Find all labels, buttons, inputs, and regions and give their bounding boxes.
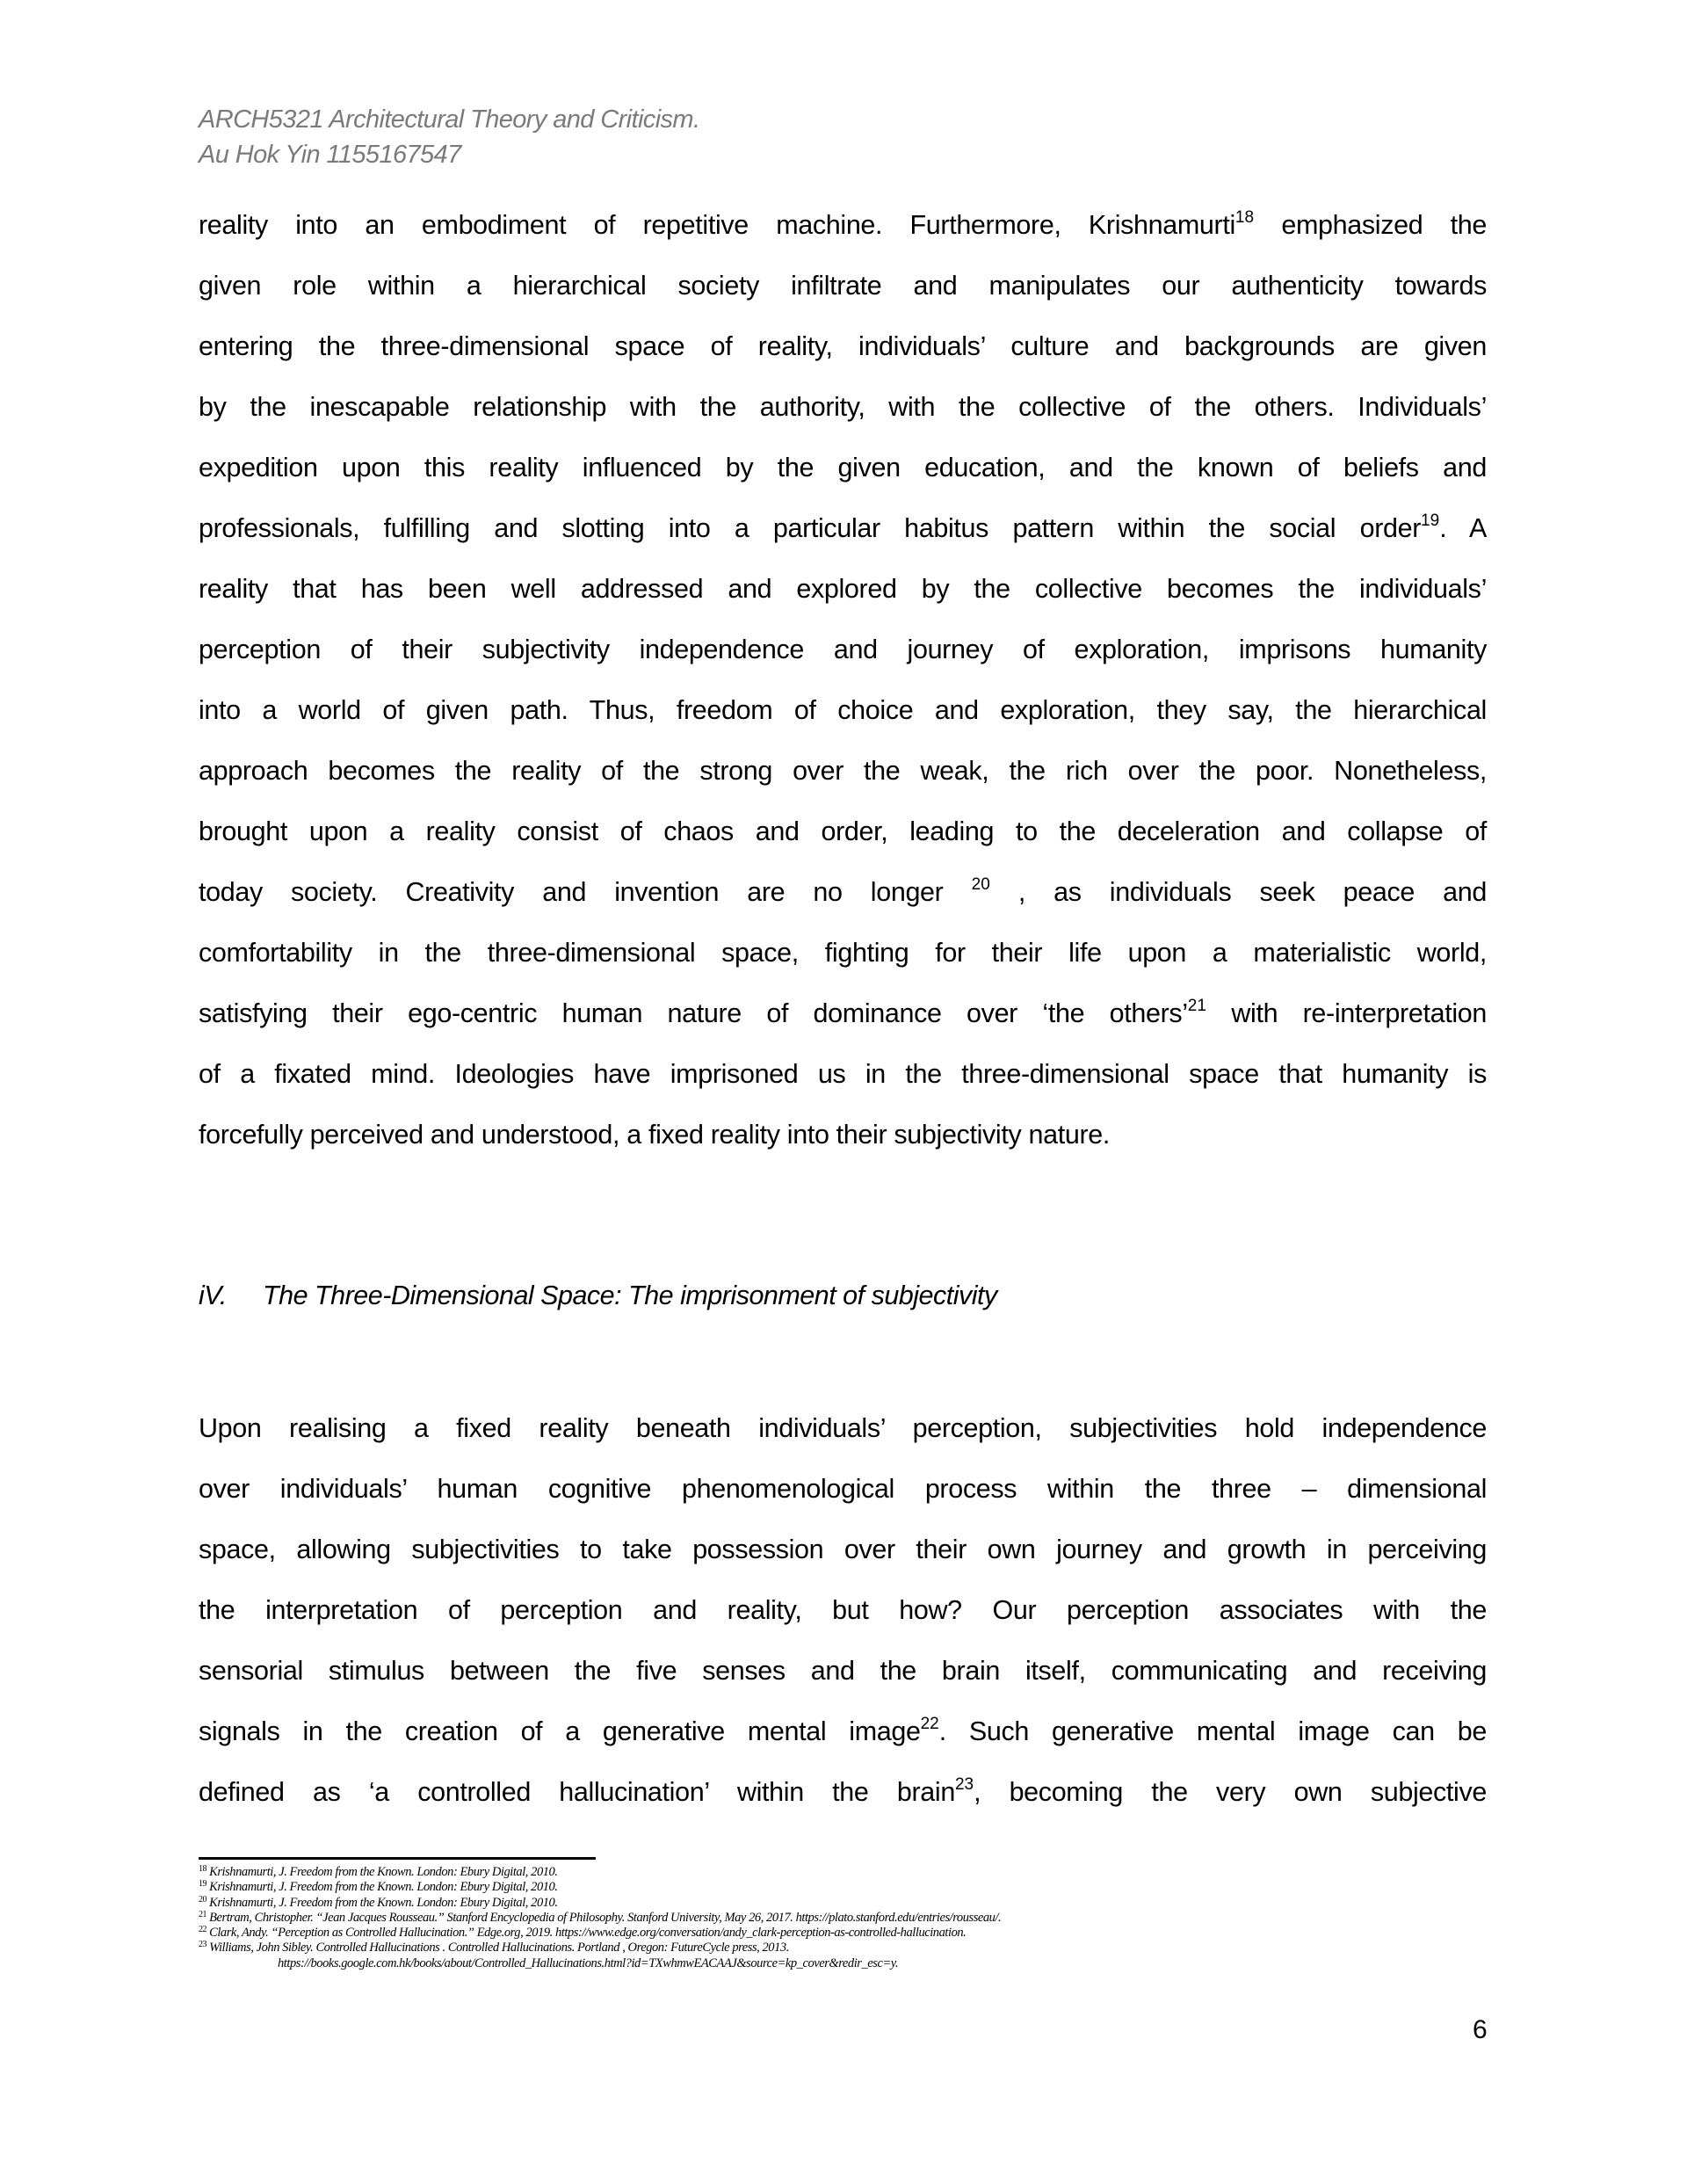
text-line — [199, 316, 1487, 377]
text-span: reality that has been well addressed and explored by the collective becomes the individuals’ — [199, 574, 1487, 604]
text-span: expedition upon this reality influenced by the given education, and the known of beliefs and — [199, 453, 1487, 483]
footnote-text: Clark, Andy. “Perception as Controlled Hallucination.” Edge.org, 2019. https://www.edge.org/conversation/andy_clark-perception-as-controlled-hallucination. — [209, 1926, 967, 1941]
text-span: into a world of given path. Thus, freedom of choice and exploration, they say, the hierarchical — [199, 695, 1487, 725]
text-span: over individuals’ human cognitive phenomenological process within the three – dimensional — [199, 1474, 1487, 1504]
text-span: sensorial stimulus between the five senses and the brain itself, communicating and receiving — [199, 1656, 1487, 1686]
text-line — [199, 741, 1487, 802]
text-span: Upon realising a fixed reality beneath individuals’ perception, subjectivities hold independence — [199, 1413, 1487, 1443]
footnote-reference[interactable]: 19 — [1421, 512, 1440, 530]
text-line — [199, 680, 1487, 741]
text-span: with re-interpretation — [1206, 998, 1487, 1028]
text-span: by the inescapable relationship with the authority, with the collective of the others. Individuals’ — [199, 392, 1487, 422]
text-span: satisfying their ego-centric human nature of dominance over ‘the others’ — [199, 998, 1188, 1028]
author-id: Au Hok Yin 1155167547 — [199, 141, 461, 169]
course-title: ARCH5321 Architectural Theory and Criticism. — [199, 105, 700, 134]
text-line — [199, 802, 1487, 862]
text-line — [199, 195, 1487, 256]
footnote-18 — [199, 1865, 1001, 1880]
text-span: professionals, fulfilling and slotting into a particular habitus pattern within the social order — [199, 513, 1422, 543]
footnote-number: 18 — [199, 1864, 207, 1874]
section-title: The Three-Dimensional Space: The imprisonment of subjectivity — [263, 1281, 997, 1310]
text-span: reality into an embodiment of repetitive machine. Furthermore, Krishnamurti — [199, 210, 1235, 240]
text-span: , as individuals seek peace and — [989, 877, 1488, 907]
text-line — [199, 1701, 1487, 1762]
footnote-number: 19 — [199, 1879, 207, 1890]
footnote-reference[interactable]: 18 — [1234, 208, 1255, 227]
section-number: iV. — [199, 1281, 227, 1310]
text-line — [199, 377, 1487, 438]
text-span: , becoming the very own subjective — [974, 1777, 1487, 1807]
footnote-reference[interactable]: 23 — [954, 1775, 974, 1794]
footnote-text: Krishnamurti, J. Freedom from the Known. London: Ebury Digital, 2010. — [209, 1865, 558, 1879]
text-span: brought upon a reality consist of chaos and order, leading to the deceleration and collapse of — [199, 816, 1487, 846]
footnote-23-url[interactable]: https://books.google.com.hk/books/about/Controlled_Hallucinations.html?id=TXwhmwEACAAJ&source=kp_cover&redir_esc=y. — [278, 1955, 899, 1970]
text-line — [199, 1105, 1487, 1165]
footnote-number: 23 — [199, 1940, 207, 1950]
text-span: comfortability in the three-dimensional space, fighting for their life upon a materialistic world, — [199, 938, 1487, 968]
text-line — [199, 1762, 1487, 1823]
text-span: . Such generative mental image can be — [938, 1716, 1487, 1746]
text-span: emphasized the — [1254, 210, 1487, 240]
text-span: entering the three-dimensional space of reality, individuals’ culture and backgrounds are given — [199, 331, 1487, 361]
footnote-text: Williams, John Sibley. Controlled Hallucinations . Controlled Hallucinations. Portland , Oregon: FutureCycle press, 2013. — [209, 1941, 789, 1955]
text-line — [199, 1044, 1487, 1105]
footnote-reference[interactable]: 20 — [971, 875, 990, 894]
text-line — [199, 1459, 1487, 1520]
footnote-reference[interactable]: 21 — [1187, 997, 1206, 1015]
text-line — [199, 923, 1487, 983]
text-span: approach becomes the reality of the strong over the weak, the rich over the poor. Nonetheless, — [199, 756, 1487, 786]
footnote-20 — [199, 1896, 1001, 1911]
body-paragraph-2 — [199, 1398, 1487, 1823]
text-span: space, allowing subjectivities to take possession over their own journey and growth in perceiving — [199, 1535, 1487, 1564]
text-line — [199, 620, 1487, 680]
text-line — [199, 498, 1487, 559]
footnote-text: Krishnamurti, J. Freedom from the Known. London: Ebury Digital, 2010. — [209, 1880, 558, 1895]
text-span: defined as ‘a controlled hallucination’ within the brain — [199, 1777, 955, 1807]
body-paragraph-1 — [199, 195, 1487, 1165]
footnote-text: Krishnamurti, J. Freedom from the Known. London: Ebury Digital, 2010. — [209, 1895, 558, 1910]
footnote-22 — [199, 1926, 1001, 1941]
text-span: the interpretation of perception and reality, but how? Our perception associates with the — [199, 1595, 1487, 1625]
text-line — [199, 1520, 1487, 1580]
section-heading — [199, 1276, 997, 1315]
page-number: 6 — [1473, 2015, 1488, 2044]
footnotes — [199, 1865, 1001, 1971]
text-line — [199, 559, 1487, 620]
footnote-number: 22 — [199, 1925, 207, 1935]
text-span: today society. Creativity and invention are no longer — [199, 877, 972, 907]
text-span: signals in the creation of a generative mental image — [199, 1716, 921, 1746]
footnote-reference[interactable]: 22 — [920, 1715, 939, 1733]
text-span: perception of their subjectivity independence and journey of exploration, imprisons humanity — [199, 635, 1487, 664]
text-line — [199, 1398, 1487, 1459]
text-span: given role within a hierarchical society infiltrate and manipulates our authenticity towards — [199, 271, 1487, 301]
text-line — [199, 983, 1487, 1044]
text-line — [199, 862, 1487, 923]
text-span: forcefully perceived and understood, a fixed reality into their subjectivity nature. — [199, 1120, 1110, 1150]
text-span: of a fixated mind. Ideologies have imprisoned us in the three-dimensional space that humanity is — [199, 1059, 1487, 1089]
footnote-separator — [199, 1857, 596, 1860]
footnote-21 — [199, 1911, 1001, 1926]
footnote-19 — [199, 1880, 1001, 1895]
text-line — [199, 1580, 1487, 1641]
text-line — [199, 256, 1487, 316]
footnote-number: 21 — [199, 1909, 207, 1919]
text-line — [199, 1641, 1487, 1701]
running-header — [199, 102, 699, 172]
footnote-number: 20 — [199, 1894, 207, 1905]
footnote-text: Bertram, Christopher. “Jean Jacques Rousseau.” Stanford Encyclopedia of Philosophy. Stanford University, May 26, 2017. https://plato.stanford.edu/entries/rousseau/. — [209, 1910, 1002, 1925]
text-line — [199, 438, 1487, 498]
text-span: . A — [1439, 513, 1488, 543]
footnote-23 — [199, 1941, 1001, 1955]
